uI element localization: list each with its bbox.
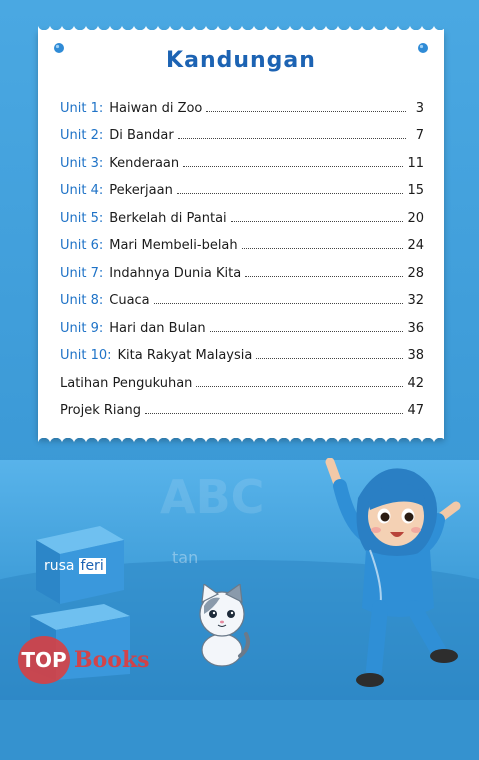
- toc-entry-title: Projek Riang: [60, 403, 141, 418]
- cube-word-feri: feri: [80, 558, 104, 574]
- toc-entry: [60, 391, 424, 419]
- toc-page-number: 47: [407, 403, 424, 418]
- table-of-contents-card: [38, 30, 444, 438]
- toc-entry: [60, 88, 424, 116]
- toc-unit-label: Unit 8:: [60, 293, 104, 308]
- toc-unit-label: Unit 4:: [60, 183, 104, 198]
- toc-entry: [60, 116, 424, 144]
- toc-unit-label: Unit 2:: [60, 128, 104, 143]
- toc-page-number: 32: [407, 293, 424, 308]
- dot-leader: [177, 192, 404, 194]
- toc-entry-title: Berkelah di Pantai: [109, 210, 227, 226]
- toc-entry: [60, 198, 424, 226]
- toc-entry-title: Kita Rakyat Malaysia: [117, 348, 253, 363]
- dot-leader: [245, 275, 403, 277]
- toc-entry: [60, 143, 424, 171]
- toc-unit-label: Unit 1:: [60, 100, 104, 116]
- toc-entry: [60, 281, 424, 309]
- toc-unit-label: Unit 10:: [60, 348, 112, 363]
- svg-text:Books: Books: [74, 647, 150, 673]
- girl-illustration: [310, 458, 470, 698]
- cube-word-rusa: rusa: [44, 558, 75, 574]
- svg-text:TOP: TOP: [21, 648, 67, 672]
- toc-page-number: 20: [407, 210, 424, 226]
- toc-unit-label: Unit 6:: [60, 238, 104, 253]
- dot-leader: [206, 110, 406, 112]
- toc-unit-label: Unit 5:: [60, 210, 104, 226]
- toc-list: [60, 88, 424, 418]
- dot-leader: [242, 247, 404, 249]
- dot-leader: [196, 385, 403, 387]
- toc-entry-title: Cuaca: [109, 293, 150, 308]
- dot-leader: [183, 165, 403, 167]
- dot-leader: [178, 137, 406, 139]
- decorative-background-letters: ABC: [160, 470, 265, 524]
- toc-page-number: 15: [407, 183, 424, 198]
- toc-entry: [60, 308, 424, 336]
- toc-entry-title: Indahnya Dunia Kita: [109, 265, 242, 281]
- toc-entry-title: Mari Membeli-belah: [109, 238, 238, 253]
- dot-leader: [154, 302, 404, 304]
- toc-page-number: 24: [407, 238, 424, 253]
- toc-page-number: 3: [415, 100, 424, 116]
- dot-leader: [256, 357, 403, 359]
- toc-entry-title: Hari dan Bulan: [109, 320, 206, 336]
- toc-page-number: 11: [407, 155, 424, 171]
- toc-unit-label: Unit 7:: [60, 265, 104, 281]
- page-title: Kandungan: [166, 48, 316, 73]
- dot-leader: [145, 412, 403, 414]
- toc-page-number: 36: [407, 320, 424, 336]
- toc-page-number: 28: [407, 265, 424, 281]
- toc-page-number: 7: [415, 128, 424, 143]
- dot-leader: [231, 220, 404, 222]
- toc-entry-title: Pekerjaan: [109, 183, 173, 198]
- toc-entry-title: Di Bandar: [109, 128, 174, 143]
- faded-word: tan: [172, 548, 199, 567]
- toc-entry-title: Haiwan di Zoo: [109, 100, 203, 116]
- toc-unit-label: Unit 9:: [60, 320, 104, 336]
- toc-entry: [60, 336, 424, 364]
- toc-entry-title: Latihan Pengukuhan: [60, 375, 193, 391]
- toc-page-number: 38: [407, 348, 424, 363]
- toc-entry: [60, 253, 424, 281]
- toc-page-number: 42: [407, 375, 424, 391]
- toc-entry-title: Kenderaan: [109, 155, 180, 171]
- toc-entry: [60, 363, 424, 391]
- toc-entry: [60, 171, 424, 199]
- cube-label: [44, 558, 106, 574]
- toc-unit-label: Unit 3:: [60, 155, 104, 171]
- topbooks-watermark-logo: [14, 630, 204, 686]
- toc-entry: [60, 226, 424, 254]
- dot-leader: [210, 330, 404, 332]
